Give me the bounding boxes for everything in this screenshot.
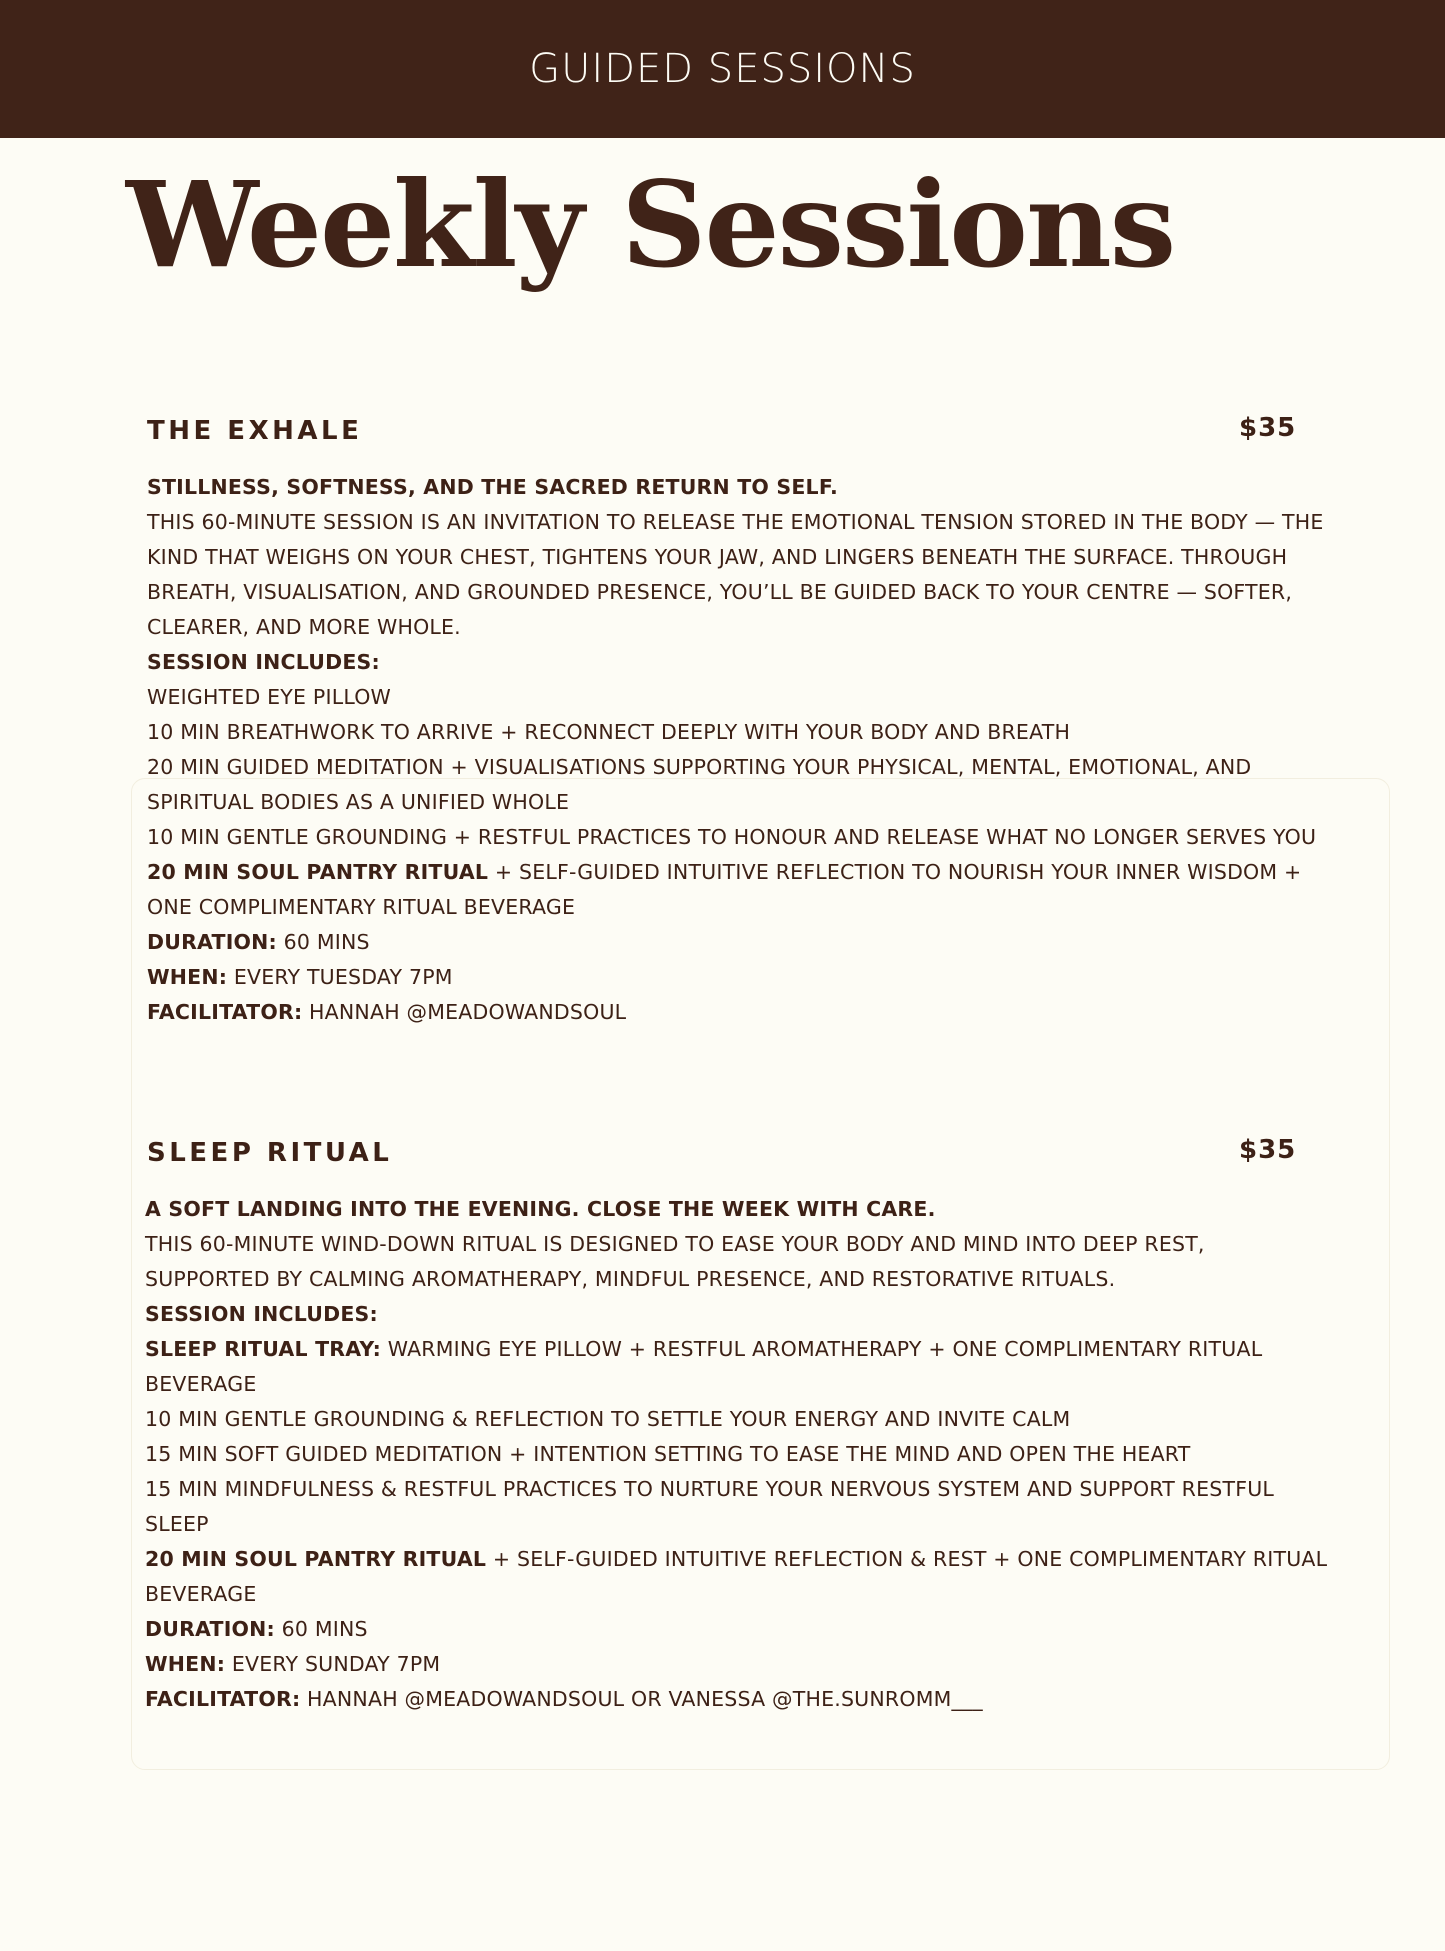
duration-line	[145, 1612, 1335, 1647]
facilitator-value: HANNAH @MEADOWANDSOUL OR VANESSA @THE.SUNROMM___	[300, 1687, 983, 1711]
facilitator-label: FACILITATOR:	[147, 1000, 303, 1024]
session-price: $35	[1239, 413, 1297, 443]
when-label: WHEN:	[147, 965, 228, 989]
duration-label: DURATION:	[147, 930, 277, 954]
ritual-label: 20 MIN SOUL PANTRY RITUAL	[147, 860, 489, 884]
page-title: Weekly Sessions	[126, 155, 1175, 294]
include-item: 20 MIN GUIDED MEDITATION + VISUALISATIONS SUPPORTING YOUR PHYSICAL, MENTAL, EMOTIONAL, AND SPIRITUAL BODIES AS A UNIFIED WHOLE	[147, 755, 1252, 814]
duration-value: 60 MINS	[276, 930, 370, 954]
session-description: THIS 60-MINUTE SESSION IS AN INVITATION TO RELEASE THE EMOTIONAL TENSION STORED IN THE BODY — THE KIND THAT WEIGHS ON YOUR CHEST, TIGHTENS YOUR JAW, AND LINGERS BENEATH THE SURFACE. THROUGH BREATH, VISUALISATION, AND GROUNDED PRESENCE, YOU’LL BE GUIDED BACK TO YOUR CENTRE — SOFTER, CLEARER, AND MORE WHOLE.	[147, 510, 1324, 639]
include-item: WEIGHTED EYE PILLOW	[147, 685, 392, 709]
duration-line	[147, 925, 1337, 960]
include-item: 10 MIN BREATHWORK TO ARRIVE + RECONNECT DEEPLY WITH YOUR BODY AND BREATH	[147, 720, 1071, 744]
facilitator-line	[147, 995, 1337, 1030]
when-line	[147, 960, 1337, 995]
tray-text: WARMING EYE PILLOW + RESTFUL AROMATHERAPY + ONE COMPLIMENTARY RITUAL BEVERAGE	[145, 1337, 1263, 1396]
include-item-ritual	[147, 855, 1337, 925]
session-includes-label: SESSION INCLUDES:	[145, 1302, 378, 1326]
ritual-text: + SELF-GUIDED INTUITIVE REFLECTION TO NOURISH YOUR INNER WISDOM + ONE COMPLIMENTARY RITUAL BEVERAGE	[147, 860, 1302, 919]
session-includes-label: SESSION INCLUDES:	[147, 650, 380, 674]
header-banner	[0, 0, 1445, 138]
session-header	[145, 1135, 1335, 1178]
include-item: 10 MIN GENTLE GROUNDING & REFLECTION TO SETTLE YOUR ENERGY AND INVITE CALM	[145, 1407, 1071, 1431]
ritual-text: + SELF-GUIDED INTUITIVE REFLECTION & REST + ONE COMPLIMENTARY RITUAL BEVERAGE	[145, 1547, 1328, 1606]
session-sleep-ritual	[145, 1135, 1335, 1717]
facilitator-line	[145, 1682, 1335, 1717]
banner-title: GUIDED SESSIONS	[529, 46, 916, 92]
facilitator-value: HANNAH @MEADOWANDSOUL	[302, 1000, 627, 1024]
session-description: THIS 60-MINUTE WIND-DOWN RITUAL IS DESIGNED TO EASE YOUR BODY AND MIND INTO DEEP REST, SUPPORTED BY CALMING AROMATHERAPY, MINDFUL PRESENCE, AND RESTORATIVE RITUALS.	[145, 1232, 1205, 1291]
session-name: SLEEP RITUAL	[147, 1138, 393, 1168]
include-item: 15 MIN MINDFULNESS & RESTFUL PRACTICES TO NURTURE YOUR NERVOUS SYSTEM AND SUPPORT RESTFUL SLEEP	[145, 1477, 1275, 1536]
when-value: EVERY TUESDAY 7PM	[227, 965, 453, 989]
include-item: 10 MIN GENTLE GROUNDING + RESTFUL PRACTICES TO HONOUR AND RELEASE WHAT NO LONGER SERVES YOU	[147, 825, 1317, 849]
session-the-exhale	[147, 413, 1337, 1030]
ritual-label: 20 MIN SOUL PANTRY RITUAL	[145, 1547, 487, 1571]
include-item-ritual	[145, 1542, 1335, 1612]
session-body	[147, 470, 1337, 1030]
session-name: THE EXHALE	[147, 416, 363, 446]
include-item: 15 MIN SOFT GUIDED MEDITATION + INTENTION SETTING TO EASE THE MIND AND OPEN THE HEART	[145, 1442, 1191, 1466]
when-value: EVERY SUNDAY 7PM	[225, 1652, 441, 1676]
when-label: WHEN:	[145, 1652, 226, 1676]
session-body	[145, 1192, 1335, 1717]
duration-label: DURATION:	[145, 1617, 275, 1641]
include-item-tray	[145, 1332, 1335, 1402]
session-tagline: A SOFT LANDING INTO THE EVENING. CLOSE THE WEEK WITH CARE.	[145, 1197, 936, 1221]
facilitator-label: FACILITATOR:	[145, 1687, 301, 1711]
when-line	[145, 1647, 1335, 1682]
session-header	[147, 413, 1337, 456]
session-tagline: STILLNESS, SOFTNESS, AND THE SACRED RETURN TO SELF.	[147, 475, 838, 499]
duration-value: 60 MINS	[274, 1617, 368, 1641]
session-price: $35	[1239, 1135, 1297, 1165]
tray-label: SLEEP RITUAL TRAY:	[145, 1337, 382, 1361]
